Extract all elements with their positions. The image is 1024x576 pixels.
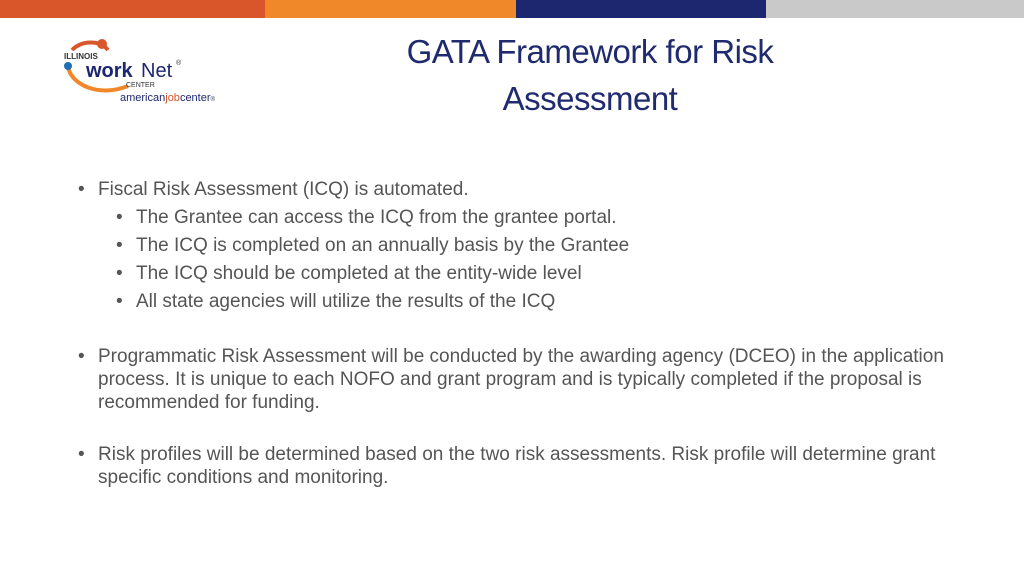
logo-illinois-text: ILLINOIS [64, 52, 98, 61]
illinois-worknet-logo [58, 36, 228, 108]
sub-bullet [78, 288, 958, 316]
fiscal-risk-sublist [78, 204, 958, 316]
bullet-icon: • [78, 346, 85, 367]
bullet-risk-profiles [78, 443, 958, 489]
bar-segment-gray [766, 0, 1024, 18]
bullet-fiscal-risk [78, 178, 958, 201]
bullet-text: Risk profiles will be determined based on the two risk assessments. Risk profile will determine grant specific conditions and monitoring. [98, 444, 936, 488]
bar-segment-orange [265, 0, 516, 18]
bullet-icon: • [116, 235, 123, 256]
sub-bullet [78, 232, 958, 260]
bullet-text: Programmatic Risk Assessment will be conducted by the awarding agency (DCEO) in the application process. It is unique to each NOFO and grant program and is typically completed if the proposal is recommended for funding. [98, 346, 944, 413]
bullet-icon: • [78, 179, 85, 200]
sub-bullet-text: The Grantee can access the ICQ from the grantee portal. [136, 207, 617, 228]
sub-bullet-text: The ICQ should be completed at the entity-wide level [136, 263, 582, 284]
bullet-icon: • [116, 291, 123, 312]
slide-title-line-2: Assessment [502, 80, 678, 117]
bar-segment-navy [516, 0, 766, 18]
bullet-icon: • [78, 444, 85, 465]
sub-bullet-text: The ICQ is completed on an annually basis by the Grantee [136, 235, 630, 256]
logo-net-text: Net [141, 60, 173, 82]
logo-american-job-center: americanjobcenter® [120, 92, 215, 104]
bullet-icon: • [116, 207, 123, 228]
top-color-bar [0, 0, 1024, 18]
logo-center-text: CENTER [126, 82, 155, 89]
bullet-icon: • [116, 263, 123, 284]
slide-title [300, 28, 880, 122]
sub-bullet [78, 260, 958, 288]
slide-title-line-1: GATA Framework for Risk [406, 33, 774, 70]
bullet-text: Fiscal Risk Assessment (ICQ) is automated. [98, 179, 469, 200]
logo-work-text: work [86, 60, 133, 82]
logo-registered-mark: ® [176, 60, 182, 67]
bar-segment-red [0, 0, 265, 18]
slide-body [78, 178, 958, 489]
sub-bullet [78, 204, 958, 232]
sub-bullet-text: All state agencies will utilize the results of the ICQ [136, 291, 556, 312]
bullet-programmatic-risk [78, 345, 958, 414]
